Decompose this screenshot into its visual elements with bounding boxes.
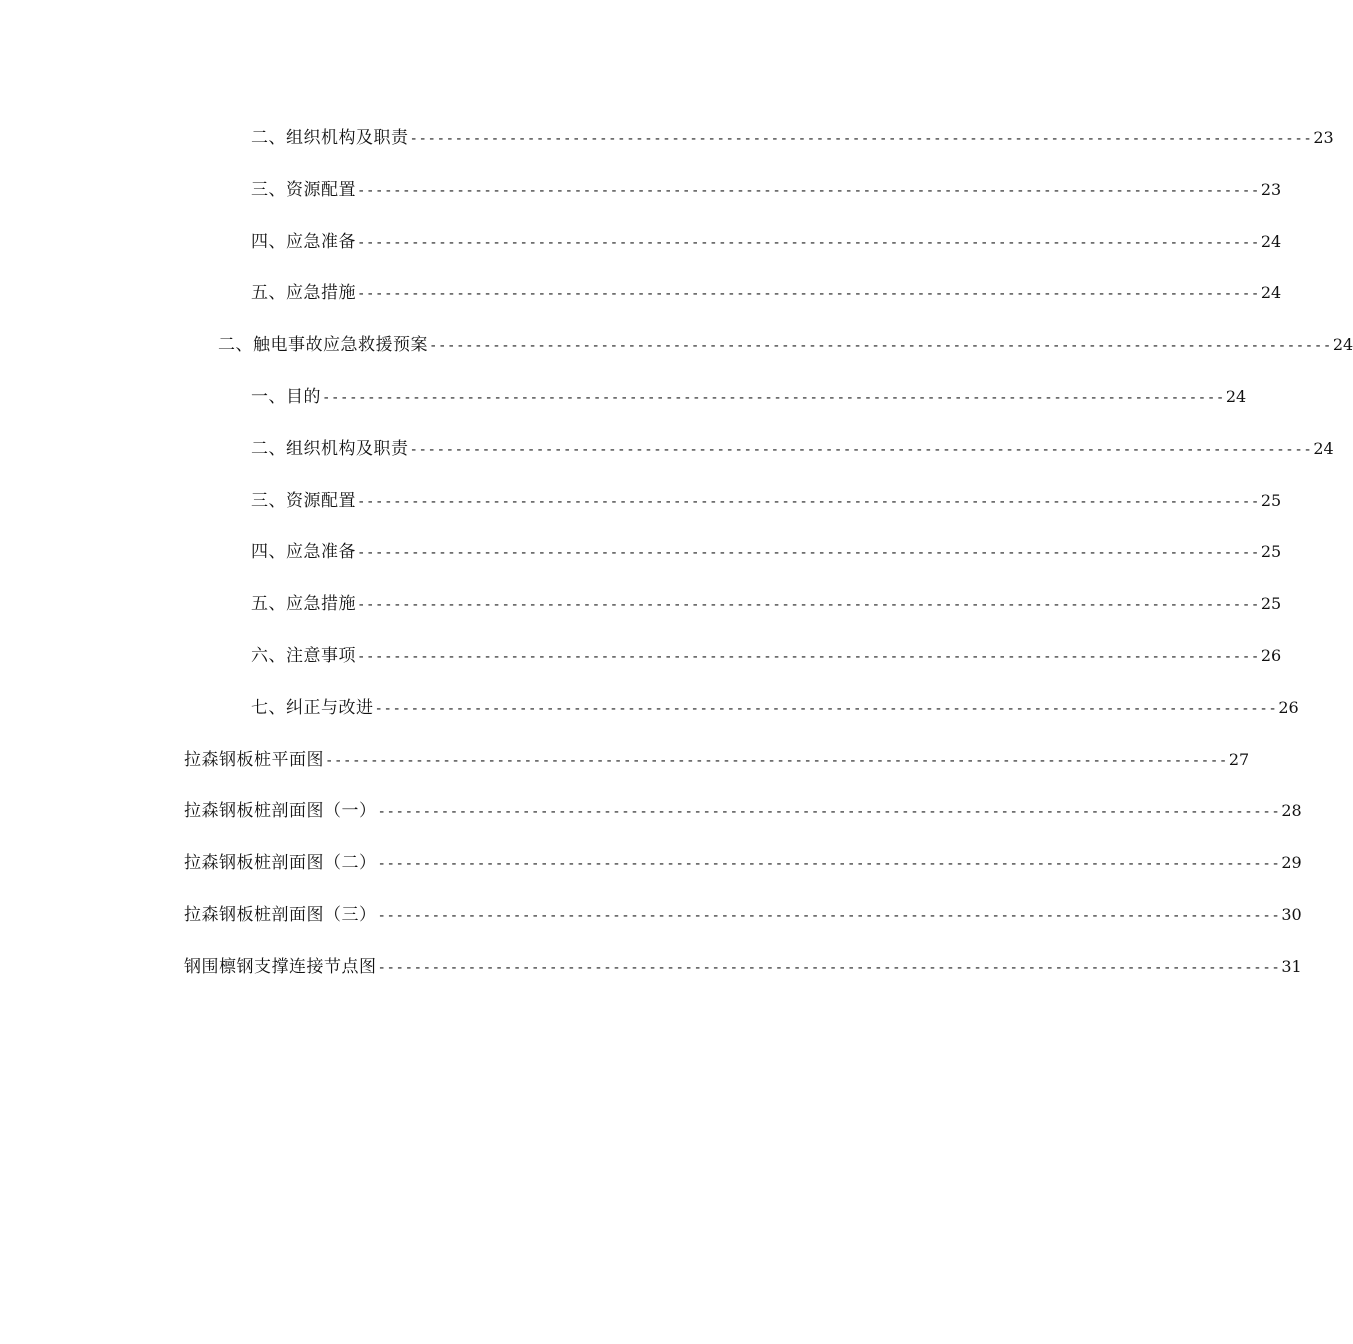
- toc-entry-title: 四、应急准备: [251, 231, 356, 252]
- toc-entry-title: 六、注意事项: [251, 645, 356, 666]
- toc-entry-title: 一、目的: [251, 386, 321, 407]
- toc-entry-title: 三、资源配置: [251, 490, 356, 511]
- toc-entry[interactable]: [0, 267, 1282, 319]
- toc-entry-title: 四、应急准备: [251, 542, 356, 563]
- toc-leader: ----------------------------------------------------------------------------------------------------: [357, 493, 1260, 510]
- toc-entry[interactable]: [0, 112, 1334, 164]
- toc-leader: ----------------------------------------------------------------------------------------------------: [322, 389, 1225, 406]
- toc-entry-title: 拉森钢板桩剖面图（三）: [184, 904, 377, 925]
- toc-leader: ----------------------------------------------------------------------------------------------------: [357, 234, 1260, 251]
- toc-entry[interactable]: [0, 837, 1302, 889]
- toc-page-number: 26: [1260, 645, 1282, 665]
- toc-page-number: 24: [1332, 335, 1353, 355]
- toc-leader: ----------------------------------------------------------------------------------------------------: [325, 752, 1228, 769]
- toc-entry-title: 钢围檩钢支撑连接节点图: [184, 956, 377, 977]
- toc-leader: ----------------------------------------------------------------------------------------------------: [429, 338, 1332, 355]
- toc-page-number: 29: [1281, 853, 1302, 873]
- toc-entry[interactable]: [0, 941, 1302, 993]
- toc-leader: ----------------------------------------------------------------------------------------------------: [377, 804, 1281, 821]
- toc-leader: ----------------------------------------------------------------------------------------------------: [377, 959, 1281, 976]
- toc-leader: ----------------------------------------------------------------------------------------------------: [409, 131, 1313, 147]
- toc-entry[interactable]: [0, 889, 1302, 941]
- toc-entry[interactable]: [0, 423, 1334, 475]
- toc-page-number: 27: [1228, 749, 1250, 769]
- toc-leader: ----------------------------------------------------------------------------------------------------: [357, 545, 1260, 562]
- toc-page-number: 23: [1313, 128, 1334, 147]
- toc-entry[interactable]: [0, 475, 1282, 527]
- toc-entry-title: 二、组织机构及职责: [251, 438, 409, 459]
- toc-entry-title: 拉森钢板桩平面图: [184, 749, 324, 770]
- toc-page-number: 25: [1260, 542, 1282, 562]
- toc-entry-title: 五、应急措施: [251, 283, 356, 304]
- toc-entry[interactable]: [0, 785, 1302, 837]
- toc-entry-title: 二、触电事故应急救援预案: [218, 335, 428, 356]
- toc-entry-title: 二、组织机构及职责: [251, 128, 409, 148]
- toc-leader: ----------------------------------------------------------------------------------------------------: [357, 597, 1260, 614]
- toc-page-number: 24: [1260, 231, 1282, 251]
- toc-page-number: 30: [1281, 904, 1302, 924]
- toc-leader: ----------------------------------------------------------------------------------------------------: [409, 441, 1313, 458]
- toc-leader: ----------------------------------------------------------------------------------------------------: [357, 286, 1260, 303]
- toc-page-number: 25: [1260, 594, 1282, 614]
- toc-page-number: 24: [1225, 386, 1247, 406]
- toc-entry-title: 七、纠正与改进: [251, 697, 374, 718]
- toc-entry[interactable]: [0, 578, 1282, 630]
- toc-entry-title: 三、资源配置: [251, 179, 356, 200]
- toc-entry[interactable]: [0, 319, 1353, 371]
- toc-page-number: 31: [1281, 956, 1302, 976]
- toc-page-number: 24: [1313, 438, 1334, 458]
- toc-leader: ----------------------------------------------------------------------------------------------------: [357, 182, 1260, 199]
- toc-page-number: 23: [1260, 179, 1282, 199]
- toc-leader: ----------------------------------------------------------------------------------------------------: [374, 700, 1278, 717]
- toc-page-number: 28: [1281, 801, 1302, 821]
- toc-entry[interactable]: [0, 630, 1282, 682]
- toc-entry[interactable]: [0, 526, 1282, 578]
- toc-leader: ----------------------------------------------------------------------------------------------------: [377, 907, 1281, 924]
- table-of-contents: [0, 112, 1353, 993]
- toc-entry-title: 拉森钢板桩剖面图（二）: [184, 853, 377, 874]
- toc-page-number: 26: [1278, 697, 1299, 717]
- toc-entry[interactable]: [0, 371, 1247, 423]
- toc-leader: ----------------------------------------------------------------------------------------------------: [357, 648, 1260, 665]
- toc-entry-title: 五、应急措施: [251, 594, 356, 615]
- toc-leader: ----------------------------------------------------------------------------------------------------: [377, 856, 1281, 873]
- toc-entry[interactable]: [0, 164, 1282, 216]
- toc-page-number: 24: [1260, 283, 1282, 303]
- toc-page-number: 25: [1260, 490, 1282, 510]
- toc-entry[interactable]: [0, 216, 1282, 268]
- toc-entry[interactable]: [0, 682, 1299, 734]
- toc-entry-title: 拉森钢板桩剖面图（一）: [184, 801, 377, 822]
- toc-entry[interactable]: [0, 734, 1250, 786]
